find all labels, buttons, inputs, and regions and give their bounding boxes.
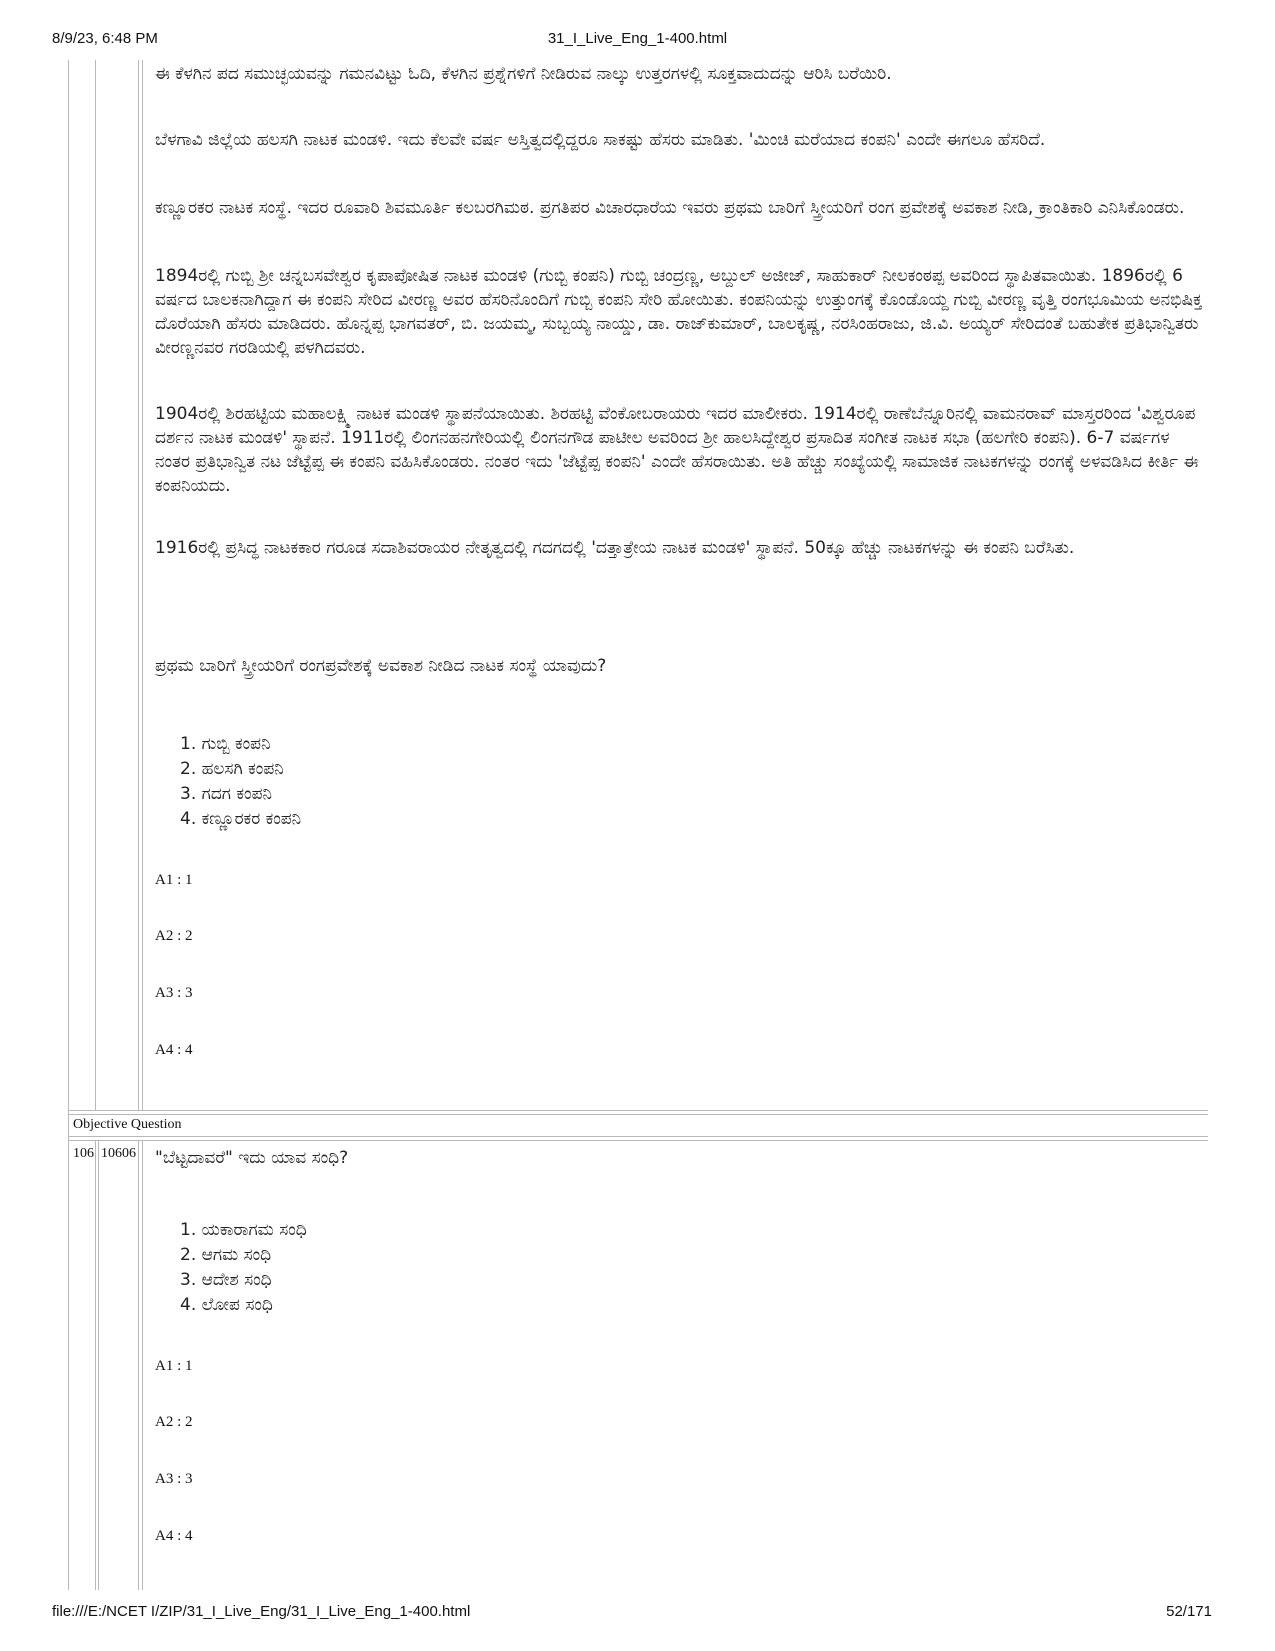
options-list	[180, 1218, 307, 1318]
option-item: 1. ಯಕಾರಾಗಮ ಸಂಧಿ	[180, 1220, 307, 1240]
answer-key: A3 : 3	[155, 1471, 193, 1487]
question-id: 10606	[101, 1146, 136, 1161]
question-serial: 106	[73, 1146, 94, 1161]
table-border-col2	[138, 60, 139, 1110]
passage-paragraph: ಬೆಳಗಾವಿ ಜಿಲ್ಲೆಯ ಹಲಸಗಿ ನಾಟಕ ಮಂಡಳಿ. ಇದು ಕೆಲವೇ ವರ್ಷ ಅಸ್ತಿತ್ವದಲ್ಲಿದ್ದರೂ ಸಾಕಷ್ಟು ಹೆಸರು ಮಾಡಿತು. 'ಮಿಂಚಿ ಮರೆಯಾದ ಕಂಪನಿ' ಎಂದೇ ಈಗಲೂ ಹೆಸರಿದೆ.	[155, 130, 1046, 150]
answer-key: A4 : 4	[155, 1042, 193, 1058]
answer-key: A1 : 1	[155, 1358, 193, 1374]
table-border-left	[68, 60, 69, 1590]
table-border-col1	[95, 60, 96, 1110]
question-text: ಪ್ರಥಮ ಬಾರಿಗೆ ಸ್ತ್ರೀಯರಿಗೆ ರಂಗಪ್ರವೇಶಕ್ಕೆ ಅವಕಾಶ ನೀಡಿದ ನಾಟಕ ಸಂಸ್ಥೆ ಯಾವುದು?	[155, 656, 607, 676]
file-path: file:///E:/NCET I/ZIP/31_I_Live_Eng/31_I_Live_Eng_1-400.html	[52, 1603, 471, 1620]
page-number: 52/171	[1166, 1603, 1212, 1620]
table-row-divider	[68, 1140, 1208, 1141]
table-border-col2	[138, 1140, 139, 1590]
print-datetime: 8/9/23, 6:48 PM	[52, 30, 158, 47]
answer-key: A4 : 4	[155, 1528, 193, 1544]
table-border-col1	[95, 1140, 96, 1590]
answer-key: A3 : 3	[155, 985, 193, 1001]
option-item: 4. ಲೋಪ ಸಂಧಿ	[180, 1295, 273, 1315]
table-row-divider	[68, 1110, 1208, 1111]
table-border-col2	[98, 1140, 99, 1590]
option-item: 4. ಕಣ್ಣೂರಕರ ಕಂಪನಿ	[180, 809, 302, 829]
section-label: Objective Question	[73, 1117, 182, 1132]
option-item: 1. ಗುಬ್ಬಿ ಕಂಪನಿ	[180, 734, 271, 754]
option-item: 2. ಹಲಸಗಿ ಕಂಪನಿ	[180, 759, 284, 779]
table-border-col2b	[142, 60, 143, 1110]
question-text: "ಬೆಟ್ಟದಾವರೆ" ಇದು ಯಾವ ಸಂಧಿ?	[155, 1148, 349, 1168]
option-item: 3. ಆದೇಶ ಸಂಧಿ	[180, 1270, 272, 1290]
answer-key: A1 : 1	[155, 872, 193, 888]
passage-paragraph: ಈ ಕೆಳಗಿನ ಪದ ಸಮುಚ್ಛಯವನ್ನು ಗಮನವಿಟ್ಟು ಓದಿ, ಕೆಳಗಿನ ಪ್ರಶ್ನೆಗಳಿಗೆ ನೀಡಿರುವ ನಾಲ್ಕು ಉತ್ತರಗಳಲ್ಲಿ ಸೂಕ್ತವಾದುದನ್ನು ಆರಿಸಿ ಬರೆಯಿರಿ.	[155, 64, 892, 84]
answer-key: A2 : 2	[155, 928, 193, 944]
passage-paragraph: 1894ರಲ್ಲಿ ಗುಬ್ಬಿ ಶ್ರೀ ಚನ್ನಬಸವೇಶ್ವರ ಕೃಪಾಪೋಷಿತ ನಾಟಕ ಮಂಡಳಿ (ಗುಬ್ಬಿ ಕಂಪನಿ) ಗುಬ್ಬಿ ಚಂದ್ರಣ್ಣ, ಅಬ್ದುಲ್ ಅಜೀಜ್, ಸಾಹುಕಾರ್ ನೀಲಕಂಠಪ್ಪ ಅವರಿಂದ ಸ್ಥಾಪಿತವಾಯಿತು. 1896ರಲ್ಲಿ 6 ವರ್ಷದ ಬಾಲಕನಾಗಿದ್ದಾಗ ಈ ಕಂಪನಿ ಸೇರಿದ ವೀರಣ್ಣ ಅವರ ಹೆಸರಿನೊಂದಿಗೆ ಗುಬ್ಬಿ ಕಂಪನಿ ಸೇರಿ ಹೋಯಿತು. ಕಂಪನಿಯನ್ನು ಉತ್ತುಂಗಕ್ಕೆ ಕೊಂಡೊಯ್ದ ಗುಬ್ಬಿ ವೀರಣ್ಣ ವೃತ್ತಿ ರಂಗಭೂಮಿಯ ಅನಭಿಷಿಕ್ತ ದೊರೆಯಾಗಿ ಹೆಸರು ಮಾಡಿದರು. ಹೊನ್ನಪ್ಪ ಭಾಗವತರ್, ಬಿ. ಜಯಮ್ಮ, ಸುಬ್ಬಯ್ಯ ನಾಯ್ಡು, ಡಾ. ರಾಜ್‌ಕುಮಾರ್, ಬಾಲಕೃಷ್ಣ, ನರಸಿಂಹರಾಜು, ಜಿ.ವಿ. ಅಯ್ಯರ್ ಸೇರಿದಂತೆ ಬಹುತೇಕ ಪ್ರತಿಭಾನ್ವಿತರು ವೀರಣ್ಣನವರ ಗರಡಿಯಲ್ಲಿ ಪಳಗಿದವರು.	[155, 266, 1203, 358]
passage-paragraph: 1904ರಲ್ಲಿ ಶಿರಹಟ್ಟಿಯ ಮಹಾಲಕ್ಷ್ಮಿ ನಾಟಕ ಮಂಡಳಿ ಸ್ಥಾಪನೆಯಾಯಿತು. ಶಿರಹಟ್ಟಿ ವೆಂಕೋಬರಾಯರು ಇದರ ಮಾಲೀಕರು. 1914ರಲ್ಲಿ ರಾಣೆಬೆನ್ನೂರಿನಲ್ಲಿ ವಾಮನರಾವ್ ಮಾಸ್ತರರಿಂದ 'ವಿಶ್ವರೂಪ ದರ್ಶನ ನಾಟಕ ಮಂಡಳಿ' ಸ್ಥಾಪನೆ. 1911ರಲ್ಲಿ ಲಿಂಗನಹನಗೇರಿಯಲ್ಲಿ ಲಿಂಗನಗೌಡ ಪಾಟೀಲ ಅವರಿಂದ ಶ್ರೀ ಹಾಲಸಿದ್ದೇಶ್ವರ ಪ್ರಸಾದಿತ ಸಂಗೀತ ನಾಟಕ ಸಭಾ (ಹಲಗೇರಿ ಕಂಪನಿ). 6-7 ವರ್ಷಗಳ ನಂತರ ಪ್ರತಿಭಾನ್ವಿತ ನಟ ಜೆಟ್ಟೆಪ್ಪ ಈ ಕಂಪನಿ ವಹಿಸಿಕೊಂಡರು. ನಂತರ ಇದು 'ಜೆಟ್ಟೆಪ್ಪ ಕಂಪನಿ' ಎಂದೇ ಹೆಸರಾಯಿತು. ಅತಿ ಹೆಚ್ಚು ಸಂಖ್ಯೆಯಲ್ಲಿ ಸಾಮಾಜಿಕ ನಾಟಕಗಳನ್ನು ರಂಗಕ್ಕೆ ಅಳವಡಿಸಿದ ಕೀರ್ತಿ ಈ ಕಂಪನಿಯದು.	[155, 404, 1199, 496]
options-list	[180, 732, 301, 832]
table-border-col2b	[142, 1140, 143, 1590]
answer-key: A2 : 2	[155, 1414, 193, 1430]
option-item: 3. ಗದಗ ಕಂಪನಿ	[180, 784, 272, 804]
passage-paragraph: ಕಣ್ಣೂರಕರ ನಾಟಕ ಸಂಸ್ಥೆ. ಇದರ ರೂವಾರಿ ಶಿವಮೂರ್ತಿ ಕಲಬರಗಿಮಠ. ಪ್ರಗತಿಪರ ವಿಚಾರಧಾರೆಯ ಇವರು ಪ್ರಥಮ ಬಾರಿಗೆ ಸ್ತ್ರೀಯರಿಗೆ ರಂಗ ಪ್ರವೇಶಕ್ಕೆ ಅವಕಾಶ ನೀಡಿ, ಕ್ರಾಂತಿಕಾರಿ ಎನಿಸಿಕೊಂಡರು.	[155, 198, 1185, 218]
table-row-divider	[68, 1136, 1208, 1137]
table-row-divider	[68, 1114, 1208, 1115]
option-item: 2. ಆಗಮ ಸಂಧಿ	[180, 1245, 272, 1265]
passage-paragraph: 1916ರಲ್ಲಿ ಪ್ರಸಿದ್ಧ ನಾಟಕಕಾರ ಗರೂಡ ಸದಾಶಿವರಾಯರ ನೇತೃತ್ವದಲ್ಲಿ ಗದಗದಲ್ಲಿ 'ದತ್ತಾತ್ರೇಯ ನಾಟಕ ಮಂಡಳಿ' ಸ್ಥಾಪನೆ. 50ಕ್ಕೂ ಹೆಚ್ಚು ನಾಟಕಗಳನ್ನು ಈ ಕಂಪನಿ ಬರೆಸಿತು.	[155, 538, 1075, 558]
document-title: 31_I_Live_Eng_1-400.html	[547, 30, 728, 47]
